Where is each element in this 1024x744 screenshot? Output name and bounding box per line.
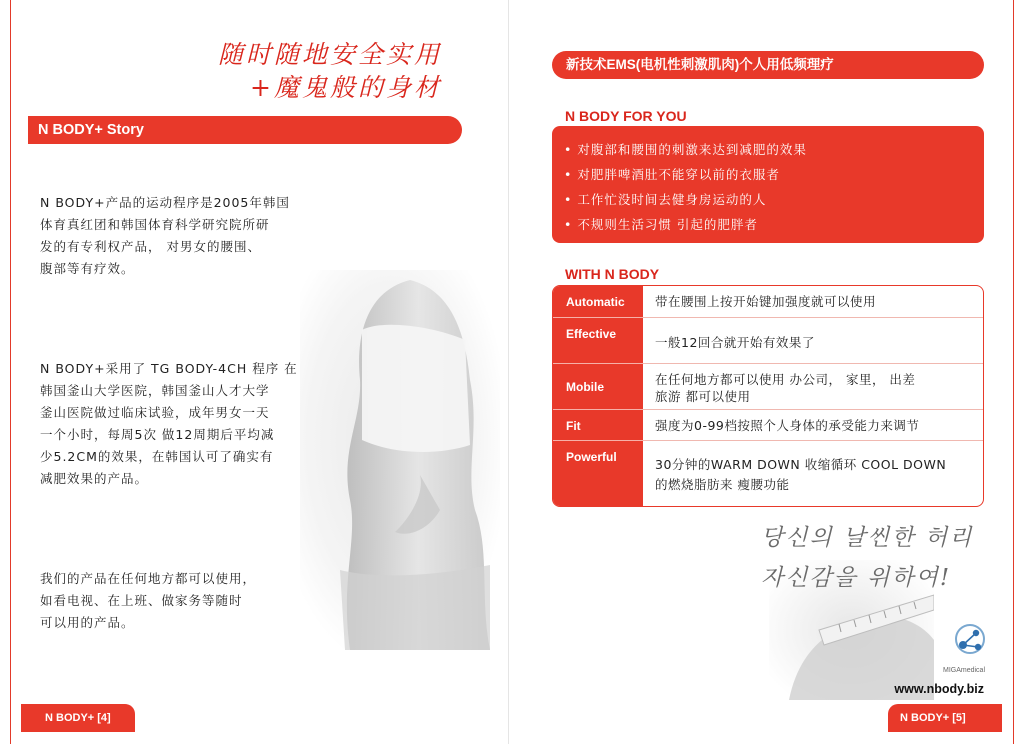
para1-line: N BODY+产品的运动程序是2005年韩国	[40, 195, 290, 210]
miga-logo-icon	[950, 619, 990, 659]
story-paragraph-1	[40, 192, 330, 280]
with-text	[655, 293, 977, 310]
story-section-title: N BODY+ Story	[28, 116, 462, 144]
story-paragraph-3	[40, 568, 330, 634]
with-label: Automatic	[553, 286, 643, 318]
para1-line: 发的有专利权产品， 对男女的腰围、	[40, 239, 261, 254]
for-you-item: • 对腹部和腰围的刺激来达到减肥的效果	[564, 142, 807, 157]
para3-line: 如看电视、在上班、做家务等随时	[40, 593, 243, 608]
right-accent-line	[1013, 0, 1014, 744]
para2-line: N BODY+采用了 TG BODY-4CH 程序 在	[40, 361, 298, 376]
with-row-powerful	[553, 441, 983, 507]
woman-torso-image	[300, 270, 500, 650]
left-page-number: N BODY+ [4]	[21, 704, 135, 732]
story-paragraph-2	[40, 358, 330, 490]
with-row-fit	[553, 410, 983, 441]
with-text-line: 的燃烧脂肪来 瘦腰功能	[655, 477, 790, 492]
para3-line: 我们的产品在任何地方都可以使用，	[40, 571, 257, 586]
headline-line-1: 随时随地安全实用	[217, 40, 442, 69]
para2-line: 韩国釜山大学医院，韩国釜山人才大学	[40, 383, 270, 398]
para2-line: 少5.2CM的效果，在韩国认可了确实有	[40, 449, 274, 464]
for-you-title: N BODY FOR YOU	[565, 108, 687, 124]
para2-line: 一个小时，每周5次 做12周期后平均减	[40, 427, 275, 442]
with-label: Effective	[553, 318, 643, 364]
with-text-line: 在任何地方都可以使用 办公司， 家里， 出差	[655, 372, 916, 387]
with-label: Mobile	[553, 364, 643, 410]
brand-name: MIGAmedical	[943, 667, 986, 674]
left-page	[0, 0, 509, 744]
with-text-line: 一般12回合就开始有效果了	[655, 335, 815, 350]
right-page-number: N BODY+ [5]	[888, 704, 1002, 732]
right-page	[509, 0, 1024, 744]
with-text-line: 强度为0-99档按照个人身体的承受能力来调节	[655, 418, 920, 433]
with-text-line: 30分钟的WARM DOWN 收缩循环 COOL DOWN	[655, 457, 947, 472]
para3-line: 可以用的产品。	[40, 615, 135, 630]
headline-line-2: +魔鬼般的身材	[250, 73, 442, 102]
with-nbody-table	[552, 285, 984, 507]
korean-slogan	[761, 518, 973, 598]
left-headline	[218, 38, 442, 104]
with-label: Fit	[553, 410, 643, 441]
with-label: Powerful	[553, 441, 643, 507]
for-you-box	[552, 126, 984, 243]
with-text	[655, 371, 977, 405]
para1-line: 腹部等有疗效。	[40, 261, 135, 276]
ems-banner: 新技术EMS(电机性刺激肌肉)个人用低频理疗	[552, 51, 984, 79]
website-url[interactable]: www.nbody.biz	[894, 682, 984, 696]
for-you-item: • 不规则生活习惯 引起的肥胖者	[564, 217, 758, 232]
with-text	[655, 455, 977, 495]
with-text-line: 旅游 都可以使用	[655, 389, 751, 404]
left-accent-line	[10, 0, 11, 744]
with-row-effective	[553, 318, 983, 364]
para2-line: 减肥效果的产品。	[40, 471, 149, 486]
slogan-line: 자신감을 위하여!	[761, 565, 952, 591]
with-text-line: 带在腰围上按开始键加强度就可以使用	[655, 294, 877, 309]
for-you-item: • 对肥胖啤酒肚不能穿以前的衣服者	[564, 167, 780, 182]
with-nbody-title: WITH N BODY	[565, 266, 660, 282]
for-you-item: • 工作忙没时间去健身房运动的人	[564, 192, 767, 207]
with-row-mobile	[553, 364, 983, 410]
para2-line: 釜山医院做过临床试验，成年男女一天	[40, 405, 270, 420]
with-row-automatic	[553, 286, 983, 318]
with-text	[655, 334, 977, 351]
slogan-line: 당신의 날씬한 허리	[761, 525, 974, 551]
para1-line: 体育真红团和韩国体育科学研究院所研	[40, 217, 270, 232]
with-text	[655, 417, 977, 434]
